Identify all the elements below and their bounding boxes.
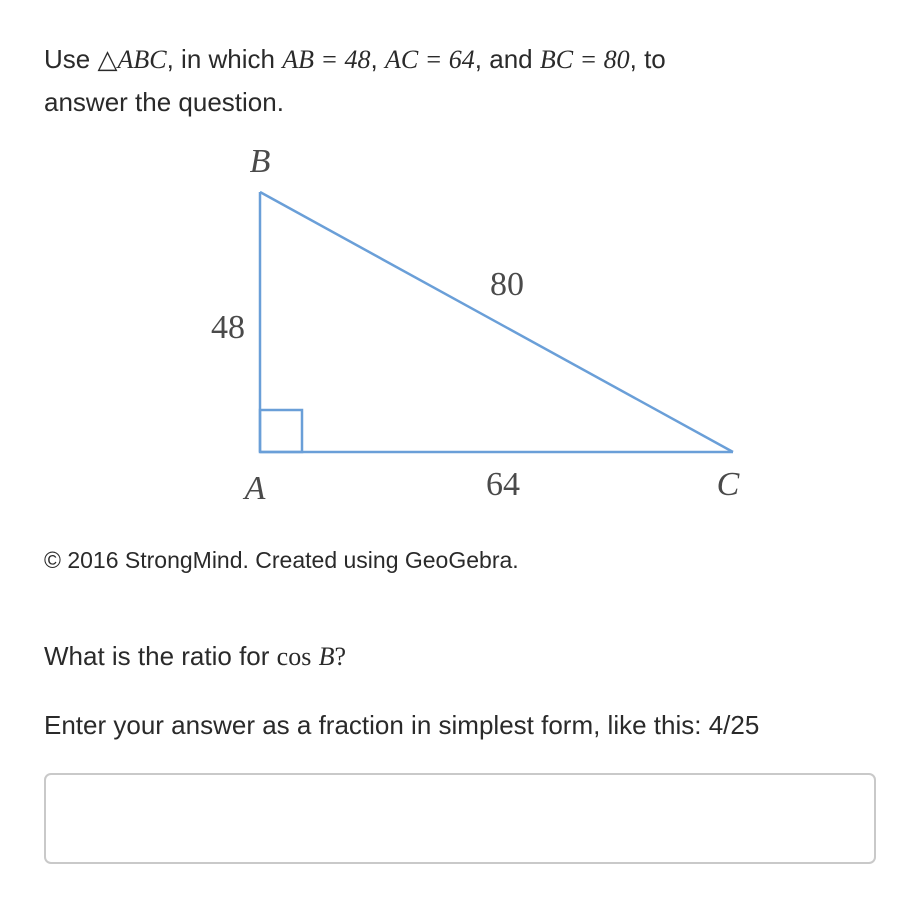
triangle-name: ABC bbox=[117, 45, 167, 74]
answer-input[interactable] bbox=[44, 773, 876, 864]
question-var: B bbox=[318, 642, 335, 671]
side-ac-expression: AC = 64 bbox=[385, 45, 475, 74]
side-bc-length: 80 bbox=[490, 266, 524, 303]
side-ac-length: 64 bbox=[486, 466, 520, 503]
prompt-in-which: , in which bbox=[166, 44, 275, 74]
side-ab-length: 48 bbox=[211, 309, 245, 346]
side-ab-expression: AB = 48 bbox=[282, 45, 371, 74]
answer-instructions: Enter your answer as a fraction in simplest form, like this: 4/25 bbox=[44, 710, 760, 740]
question-end: ? bbox=[334, 642, 346, 671]
vertex-a-label: A bbox=[244, 470, 266, 507]
prompt-and: , and bbox=[474, 44, 533, 74]
vertex-c-label: C bbox=[716, 466, 740, 503]
copyright-notice: © 2016 StrongMind. Created using GeoGebra. bbox=[44, 547, 519, 573]
prompt-line-2: answer the question. bbox=[44, 87, 284, 117]
comma: , bbox=[370, 44, 378, 74]
prompt-to: , to bbox=[629, 44, 666, 74]
triangle-symbol: △ bbox=[97, 45, 118, 74]
side-bc-expression: BC = 80 bbox=[539, 45, 630, 74]
question-label: What is the ratio for bbox=[44, 641, 270, 671]
prompt-use: Use bbox=[44, 44, 91, 74]
vertex-b-label: B bbox=[249, 143, 271, 180]
question-func: cos bbox=[276, 642, 312, 671]
side-bc-line bbox=[260, 192, 733, 452]
question-text bbox=[44, 636, 346, 677]
right-angle-marker bbox=[260, 410, 302, 452]
